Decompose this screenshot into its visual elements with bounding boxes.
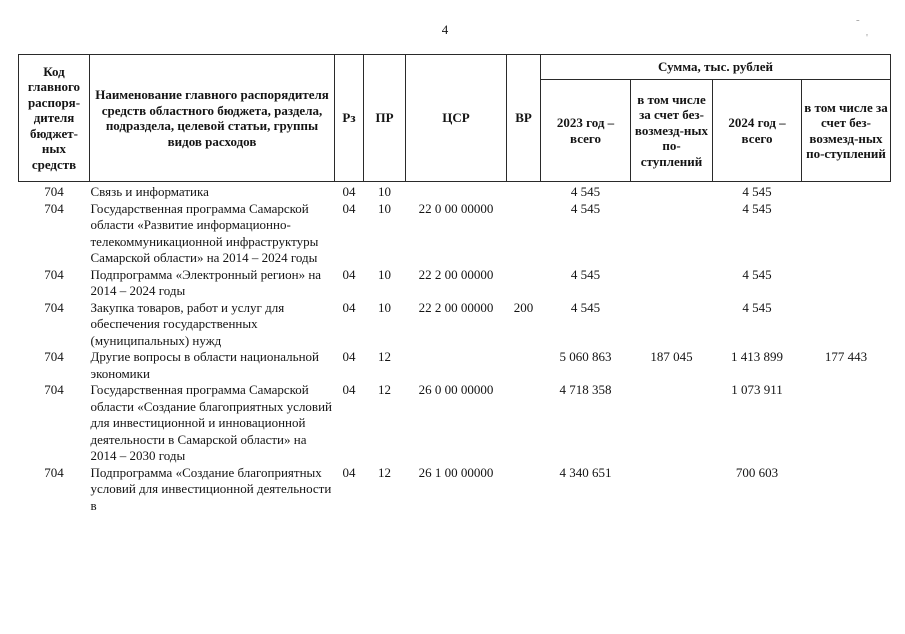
cell-code: 704 — [44, 200, 64, 216]
cell-2023-free — [631, 201, 713, 267]
cell-vr — [507, 382, 541, 465]
cell-rz: 04 — [342, 464, 356, 480]
cell-2024-free — [802, 267, 891, 300]
cell-vr — [507, 465, 541, 515]
cell-name: Подпрограмма «Создание благоприятных условий для инвестиционной деятельности в — [90, 464, 332, 513]
cell-name: Закупка товаров, работ и услуг для обеспечения государственных (муниципальных) нужд — [90, 299, 285, 348]
budget-table — [18, 54, 891, 514]
cell-vr — [507, 349, 541, 382]
cell-csr: 22 2 00 00000 — [418, 299, 494, 315]
cell-2024-total: 4 545 — [742, 184, 772, 199]
cell-rz: 04 — [342, 184, 356, 199]
table-row — [19, 267, 891, 300]
cell-pr: 12 — [378, 349, 391, 364]
cell-code: 704 — [44, 382, 64, 397]
header-rz: Рз — [335, 55, 364, 182]
cell-2023-total: 5 060 863 — [559, 349, 612, 364]
scan-mark: - — [856, 14, 860, 26]
header-name: Наименование главного распорядителя средств областного бюджета, раздела, подраздела, целевой статьи, группы видов расходов — [90, 55, 335, 182]
cell-2023-free — [631, 184, 713, 201]
table-row — [19, 349, 891, 382]
cell-csr: 22 0 00 00000 — [418, 200, 494, 216]
cell-2024-total: 700 603 — [735, 464, 779, 480]
cell-rz: 04 — [342, 299, 356, 315]
cell-2023-total: 4 545 — [570, 266, 601, 282]
cell-rz: 04 — [342, 349, 356, 364]
cell-csr: 22 2 00 00000 — [418, 266, 494, 282]
cell-name: Подпрограмма «Электронный регион» на 2014 – 2024 годы — [90, 266, 322, 298]
cell-2024-free: 177 443 — [824, 349, 868, 364]
cell-2024-total: 4 545 — [742, 299, 772, 315]
cell-2024-free — [802, 184, 891, 201]
cell-rz: 04 — [342, 266, 356, 282]
header-2024-total: 2024 год – всего — [713, 80, 802, 182]
cell-2024-total: 4 545 — [742, 266, 772, 282]
cell-pr: 10 — [378, 184, 391, 199]
cell-2023-total: 4 545 — [570, 299, 601, 315]
cell-rz: 04 — [342, 200, 356, 216]
cell-name: Государственная программа Самарской области «Развитие информационно-телекоммуникационной инфраструктуры Самарской области» на 2014 – 2024 годы — [90, 200, 319, 265]
table-header — [19, 55, 891, 182]
cell-name: Связь и информатика — [90, 184, 209, 199]
cell-2023-total: 4 718 358 — [559, 382, 612, 397]
cell-2023-free — [631, 465, 713, 515]
table-row — [19, 201, 891, 267]
header-pr: ПР — [364, 55, 406, 182]
cell-vr: 200 — [513, 299, 534, 315]
cell-2023-total: 4 340 651 — [559, 464, 612, 480]
page-number: 4 — [441, 22, 449, 37]
cell-csr: 26 1 00 00000 — [418, 464, 494, 480]
cell-csr: 26 0 00 00000 — [418, 382, 494, 397]
cell-2024-free — [802, 201, 891, 267]
header-vr: ВР — [507, 55, 541, 182]
cell-2023-free: 187 045 — [650, 349, 693, 364]
table-body — [19, 182, 891, 515]
cell-csr — [406, 184, 507, 201]
table-row — [19, 300, 891, 350]
cell-vr — [507, 201, 541, 267]
cell-2024-free — [802, 382, 891, 465]
cell-2024-total: 1 073 911 — [731, 382, 783, 397]
header-2023-free: в том числе за счет без-возмезд-ных по-ступлений — [631, 80, 713, 182]
header-sum-group: Сумма, тыс. рублей — [541, 55, 891, 80]
cell-2023-total: 4 545 — [570, 184, 601, 199]
cell-2023-free — [631, 300, 713, 350]
table-row — [19, 184, 891, 201]
cell-vr — [507, 184, 541, 201]
cell-code: 704 — [44, 299, 64, 315]
cell-code: 704 — [44, 464, 64, 480]
cell-name: Другие вопросы в области национальной экономики — [90, 349, 319, 381]
cell-code: 704 — [44, 184, 64, 199]
cell-2024-free — [802, 300, 891, 350]
cell-code: 704 — [44, 266, 64, 282]
header-2023-total: 2023 год – всего — [541, 80, 631, 182]
cell-pr: 10 — [378, 200, 391, 216]
cell-pr: 10 — [378, 266, 391, 282]
cell-2024-total: 1 413 899 — [731, 349, 783, 364]
table-row — [19, 382, 891, 465]
header-2024-free: в том числе за счет без-возмезд-ных по-ступлений — [802, 80, 891, 182]
cell-pr: 12 — [378, 464, 391, 480]
cell-name: Государственная программа Самарской области «Создание благоприятных условий для инвестиционной и инновационной деятельности в Самарской области» на 2014 – 2030 годы — [90, 382, 332, 463]
cell-2023-free — [631, 267, 713, 300]
cell-vr — [507, 267, 541, 300]
cell-2023-total: 4 545 — [570, 200, 601, 216]
cell-rz: 04 — [342, 382, 356, 397]
header-csr: ЦСР — [406, 55, 507, 182]
cell-2023-free — [631, 382, 713, 465]
cell-code: 704 — [44, 349, 64, 364]
cell-2024-free — [802, 465, 891, 515]
table-row — [19, 465, 891, 515]
cell-pr: 10 — [378, 299, 391, 315]
scan-mark: ' — [866, 32, 868, 44]
header-code: Код главного распоря-дителя бюджет-ных средств — [19, 55, 90, 182]
cell-pr: 12 — [378, 382, 391, 397]
cell-csr — [406, 349, 507, 382]
cell-2024-total: 4 545 — [742, 200, 772, 216]
